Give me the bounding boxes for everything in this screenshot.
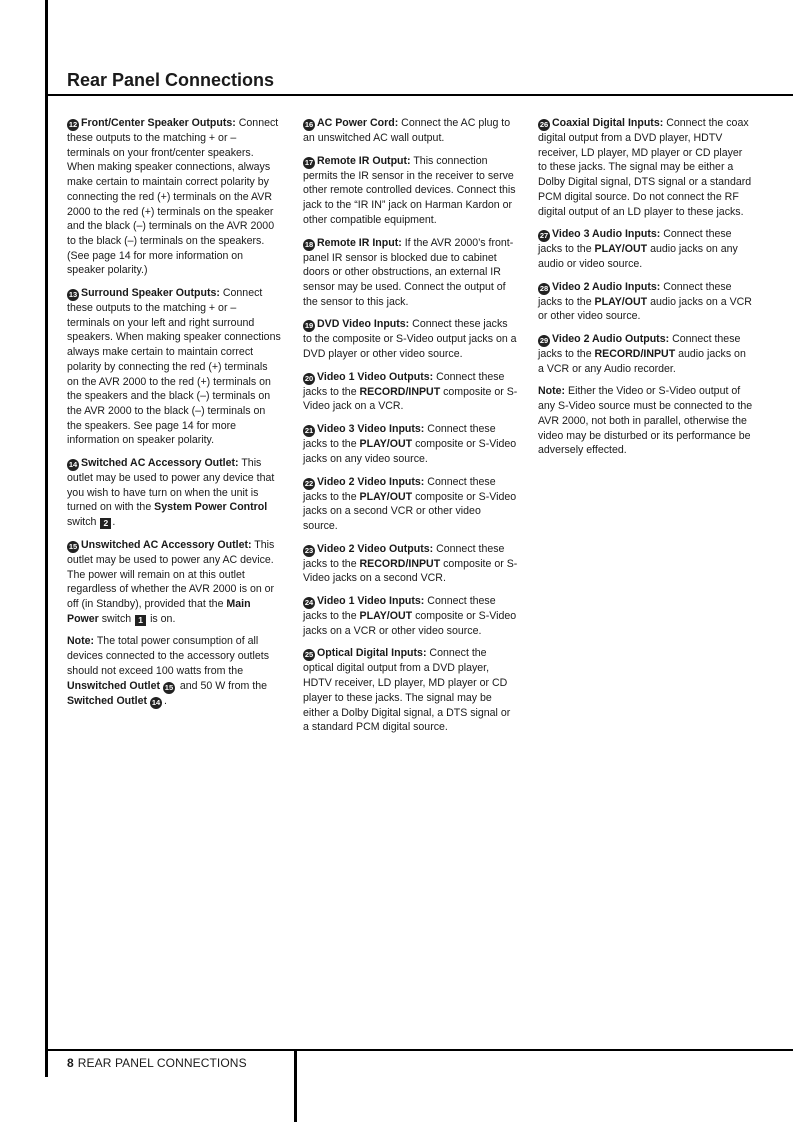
jack-name: RECORD/INPUT [359, 385, 441, 398]
item-23 [303, 542, 518, 586]
header-rule [45, 94, 793, 96]
item-body: Connect these jacks to the [303, 595, 496, 623]
callout-number-icon: 24 [304, 598, 314, 608]
item-body: This outlet may be used to power any device that you wish to have turn on when the unit is turned on with the [67, 457, 275, 514]
callout-number-icon: 23 [304, 545, 314, 555]
item-13 [67, 286, 282, 448]
item-18 [303, 236, 518, 310]
item-title: Video 2 Audio Outputs: [552, 333, 670, 346]
callout-number-icon: 29 [539, 336, 549, 346]
item-body: If the AVR 2000’s front-panel IR sensor is blocked due to cabinet doors or other obstructions, an external IR sensor may be used. Connect the output of the sensor to this jack. [303, 236, 514, 308]
item-12 [67, 116, 282, 278]
item-body: Connect the coax digital output from a DVD player, HDTV receiver, LD player, MD player or CD player to these jacks. The signal may be either a Dolby Digital signal, DTS signal or a standard PCM digital source. Do not connect the RF digital output of an LD player to these jacks. [538, 117, 752, 218]
item-17 [303, 154, 518, 228]
item-body: Connect these jacks to the [303, 423, 496, 451]
item-title: Unswitched AC Accessory Outlet: [81, 538, 252, 551]
item-title: DVD Video Inputs: [317, 318, 410, 331]
item-body-tail: composite or S-Video jack on a VCR. [303, 385, 518, 413]
page-footer [67, 1056, 247, 1070]
item-title: Remote IR Input: [317, 236, 402, 249]
footer-section: REAR PANEL CONNECTIONS [77, 1056, 247, 1070]
item-body-end: is on. [147, 612, 176, 625]
note-end: . [164, 694, 167, 707]
item-29 [538, 332, 753, 376]
item-body-tail: audio jacks on a VCR or other video source. [538, 295, 752, 323]
item-body-tail: composite or S-Video jacks on a VCR or other video source. [303, 610, 517, 637]
footer-divider-rule [294, 1050, 297, 1122]
page-title: Rear Panel Connections [67, 70, 275, 90]
note-body: The total power consumption of all devices connected to the accessory outlets should not exceed 100 watts from the [67, 635, 269, 677]
item-body: Connect these jacks to the [538, 280, 732, 308]
item-title: Video 2 Audio Inputs: [552, 280, 661, 293]
item-title: Video 3 Audio Inputs: [552, 228, 661, 241]
item-title: Video 2 Video Inputs: [317, 475, 425, 488]
callout-number-icon: 20 [304, 373, 314, 383]
reference-number-icon: 1 [135, 615, 146, 626]
note-label: Note: [538, 385, 566, 398]
item-body-tail: composite or S-Video jacks on a second VCR or other video source. [303, 490, 517, 532]
note-body: Either the Video or S-Video output of any S-Video source must be connected to the AVR 2000, not both in parallel, otherwise the video may be disturbed or its performance be adversely effected. [538, 385, 753, 457]
jack-name: PLAY/OUT [594, 243, 648, 256]
column-3 [538, 116, 753, 466]
item-body: This connection permits the IR sensor in the receiver to serve other remote controlled devices. Connect this jack to the “IR IN” jack on Harman Kardon or other compatible equipment. [303, 154, 516, 226]
note-mid: and 50 W from the [176, 679, 268, 692]
item-26 [538, 116, 753, 219]
item-title: Video 1 Video Outputs: [317, 370, 434, 383]
callout-number-icon: 14 [151, 697, 161, 707]
note-bold-2: Switched Outlet [67, 694, 148, 707]
jack-name: PLAY/OUT [359, 610, 413, 623]
item-body-tail: switch [67, 516, 100, 529]
item-title: Coaxial Digital Inputs: [552, 117, 664, 129]
item-body-tail: audio jacks on any audio or video source. [538, 243, 738, 270]
item-body-tail: composite or S-Video jacks on any video source. [303, 438, 517, 465]
callout-number-icon: 22 [304, 478, 314, 488]
jack-name: PLAY/OUT [359, 490, 413, 503]
callout-number-icon: 17 [304, 157, 314, 167]
item-body: Connect these jacks to the composite or S-Video output jacks on a DVD player or other video source. [303, 318, 517, 361]
item-16 [303, 116, 518, 146]
item-25 [303, 646, 518, 735]
item-title: Video 1 Video Inputs: [317, 595, 425, 608]
item-21 [303, 422, 518, 466]
callout-number-icon: 21 [304, 426, 314, 436]
column-2 [303, 116, 518, 743]
column-1 [67, 116, 282, 717]
callout-number-icon: 19 [304, 321, 314, 331]
reference-number-icon: 2 [100, 518, 111, 529]
item-title: Front/Center Speaker Outputs: [81, 117, 236, 129]
jack-name: PLAY/OUT [359, 438, 413, 451]
note-video-output [538, 384, 753, 458]
callout-number-icon: 14 [68, 460, 78, 470]
item-body: Connect these jacks to the [538, 333, 741, 361]
callout-number-icon: 12 [68, 120, 78, 129]
callout-number-icon: 15 [68, 541, 78, 551]
item-body-tail: audio jacks on a VCR or any Audio recorder. [538, 348, 746, 375]
item-body: Connect these jacks to the [303, 542, 505, 570]
item-title: Video 2 Video Outputs: [317, 542, 434, 555]
callout-number-icon: 25 [304, 650, 314, 660]
note-label: Note: [67, 635, 95, 648]
callout-number-icon: 27 [539, 231, 549, 241]
item-27 [538, 227, 753, 271]
control-name: System Power Control [154, 501, 268, 514]
item-14 [67, 456, 282, 530]
item-title: Optical Digital Inputs: [317, 647, 427, 660]
callout-number-icon: 15 [164, 682, 174, 692]
item-title: Surround Speaker Outputs: [81, 287, 220, 300]
jack-name: RECORD/INPUT [594, 348, 676, 361]
left-margin-rule [45, 0, 48, 1077]
page-number: 8 [67, 1056, 74, 1070]
callout-number-icon: 18 [304, 239, 314, 249]
item-body: Connect these jacks to the [303, 475, 496, 503]
item-body: Connect the optical digital output from a DVD player, HDTV receiver, LD player, MD player or CD player to these jacks. The signal may be either a Dolby Digital signal, a DTS signal or a standard PCM digital source. [303, 647, 511, 734]
item-body: Connect these jacks to the [538, 228, 732, 256]
callout-number-icon: 13 [68, 290, 78, 300]
item-body-end: . [112, 516, 116, 529]
item-body-tail: switch [98, 612, 135, 625]
item-body: Connect these outputs to the matching + or – terminals on your front/center speakers. When making speaker connections, always make certain to maintain correct polarity by connecting the red (+) terminals on the AVR 2000 to the red (+) terminals on the speaker and the black (–) terminals on the AVR 2000 to the black (–) terminals on the speakers. (See page 14 for more information on speaker polarity.) [67, 117, 279, 277]
item-body-tail: composite or S-Video jacks on a second VCR. [303, 557, 518, 585]
callout-number-icon: 16 [304, 120, 314, 129]
footer-rule [45, 1049, 793, 1051]
callout-number-icon: 28 [539, 283, 549, 293]
item-body: Connect these outputs to the matching + or – terminals on your left and right surround speakers. When making speaker connections always make certain to maintain correct polarity by connecting the red (+) terminals on the AVR 2000 to the red (+) terminals on the speakers and the black (–) terminals on the AVR 2000 to the black (–) terminals on the speakers. See page 14 for more information on speaker polarity. [67, 287, 281, 447]
item-body: Connect the AC plug to an unswitched AC wall output. [303, 117, 511, 144]
item-title: Switched AC Accessory Outlet: [81, 457, 239, 470]
item-title: AC Power Cord: [317, 117, 399, 129]
item-28 [538, 280, 753, 324]
item-body: This outlet may be used to power any AC device. The power will remain on at this outlet regardless of whether the AVR 2000 is on or off (in Standby), provided that the [67, 538, 275, 610]
jack-name: RECORD/INPUT [359, 557, 441, 570]
item-body: Connect these jacks to the [303, 370, 505, 398]
item-20 [303, 370, 518, 414]
jack-name: PLAY/OUT [594, 295, 648, 308]
item-15 [67, 538, 282, 627]
note-power-consumption [67, 634, 282, 708]
note-bold-1: Unswitched Outlet [67, 679, 160, 692]
item-title: Video 3 Video Inputs: [317, 423, 425, 436]
item-19 [303, 317, 518, 361]
item-22 [303, 475, 518, 534]
item-24 [303, 594, 518, 638]
callout-number-icon: 26 [539, 120, 549, 129]
control-name: Main Power [67, 597, 251, 625]
item-title: Remote IR Output: [317, 154, 411, 167]
